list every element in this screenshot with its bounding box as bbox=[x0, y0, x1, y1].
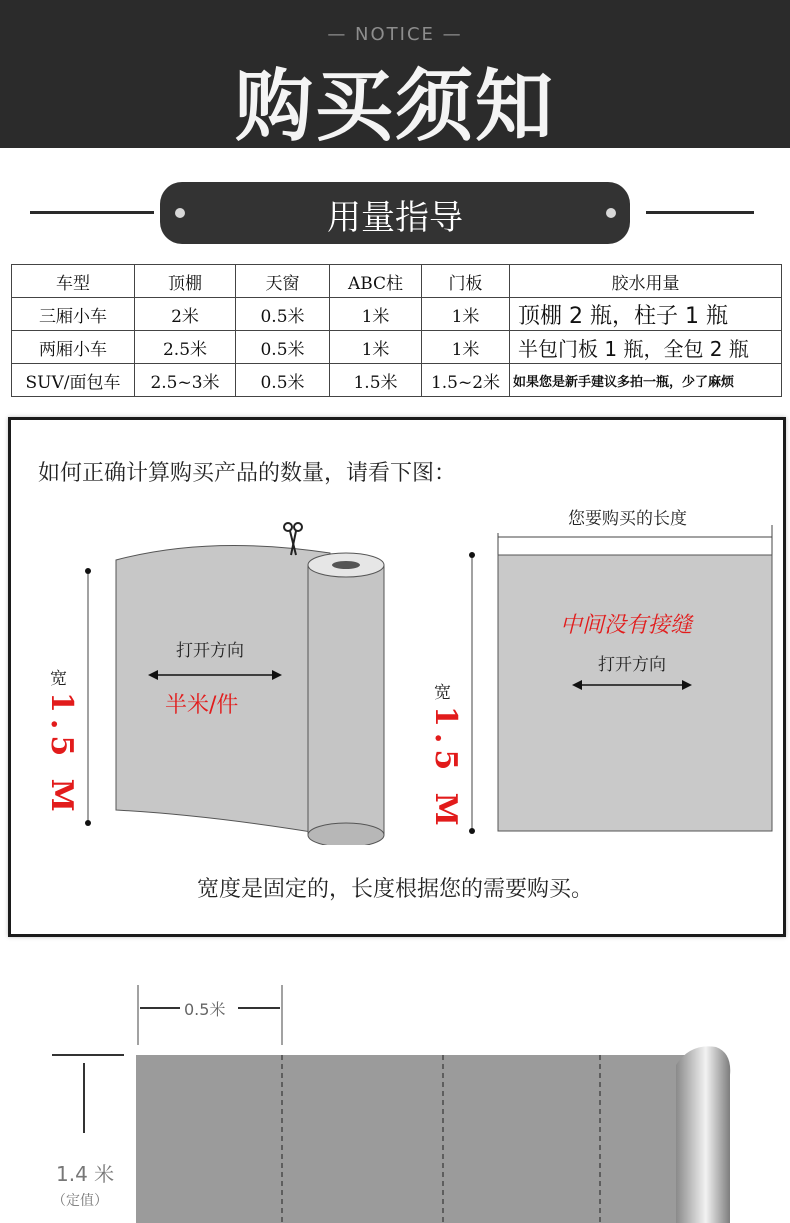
table-cell: 两厢小车 bbox=[12, 331, 135, 364]
left-width-label: 宽 bbox=[50, 669, 67, 689]
table-cell: 如果您是新手建议多拍一瓶，少了麻烦 bbox=[510, 364, 782, 397]
notice-label: — NOTICE — bbox=[327, 24, 463, 45]
table-cell: 0.5米 bbox=[236, 298, 330, 331]
table-cell: 2.5~3米 bbox=[135, 364, 236, 397]
roll-width-label: 1.4 米 bbox=[56, 1162, 115, 1186]
table-header-cell: 门板 bbox=[422, 265, 510, 298]
table-cell: 1.5米 bbox=[330, 364, 422, 397]
banner-left-line bbox=[30, 211, 154, 214]
table-header-cell: ABC柱 bbox=[330, 265, 422, 298]
table-cell: 0.5米 bbox=[236, 331, 330, 364]
left-width-value: 1.5 M bbox=[44, 692, 79, 818]
table-cell: 半包门板 1 瓶，全包 2 瓶 bbox=[510, 331, 782, 364]
right-direction-label: 打开方向 bbox=[598, 655, 666, 675]
table-cell: 1米 bbox=[330, 298, 422, 331]
table-header-cell: 车型 bbox=[12, 265, 135, 298]
table-cell: 2.5米 bbox=[135, 331, 236, 364]
fixed-value-label: （定值） bbox=[52, 1193, 108, 1209]
table-row bbox=[12, 364, 782, 397]
table-header-row bbox=[12, 265, 782, 298]
table-cell: SUV/面包车 bbox=[12, 364, 135, 397]
segment-diagram bbox=[0, 975, 790, 1223]
section-title: 用量指导 bbox=[327, 198, 463, 238]
table-cell: 1米 bbox=[422, 331, 510, 364]
no-seam-label: 中间没有接缝 bbox=[560, 613, 693, 638]
right-width-label: 宽 bbox=[434, 683, 451, 703]
roll-illustration bbox=[60, 515, 400, 845]
usage-table bbox=[11, 264, 782, 397]
table-header-cell: 天窗 bbox=[236, 265, 330, 298]
page-title: 购买须知 bbox=[234, 62, 555, 152]
segment-label: 0.5米 bbox=[184, 1000, 226, 1019]
bottom-note: 宽度是固定的，长度根据您的需要购买。 bbox=[196, 877, 593, 902]
table-cell: 三厢小车 bbox=[12, 298, 135, 331]
left-direction-label: 打开方向 bbox=[176, 641, 244, 661]
table-header-cell: 顶棚 bbox=[135, 265, 236, 298]
table-cell: 2米 bbox=[135, 298, 236, 331]
banner-right-line bbox=[646, 211, 754, 214]
table-cell: 0.5米 bbox=[236, 364, 330, 397]
table-row bbox=[12, 298, 782, 331]
length-label: 您要购买的长度 bbox=[568, 509, 687, 529]
table-cell: 顶棚 2 瓶，柱子 1 瓶 bbox=[510, 298, 782, 331]
table-cell: 1.5~2米 bbox=[422, 364, 510, 397]
table-row bbox=[12, 331, 782, 364]
unit-label: 半米/件 bbox=[165, 693, 239, 718]
right-width-value: 1.5 M bbox=[428, 706, 463, 832]
sheet-illustration bbox=[460, 525, 780, 835]
table-cell: 1米 bbox=[330, 331, 422, 364]
question-text: 如何正确计算购买产品的数量，请看下图： bbox=[38, 461, 457, 486]
table-header-cell: 胶水用量 bbox=[510, 265, 782, 298]
table-cell: 1米 bbox=[422, 298, 510, 331]
